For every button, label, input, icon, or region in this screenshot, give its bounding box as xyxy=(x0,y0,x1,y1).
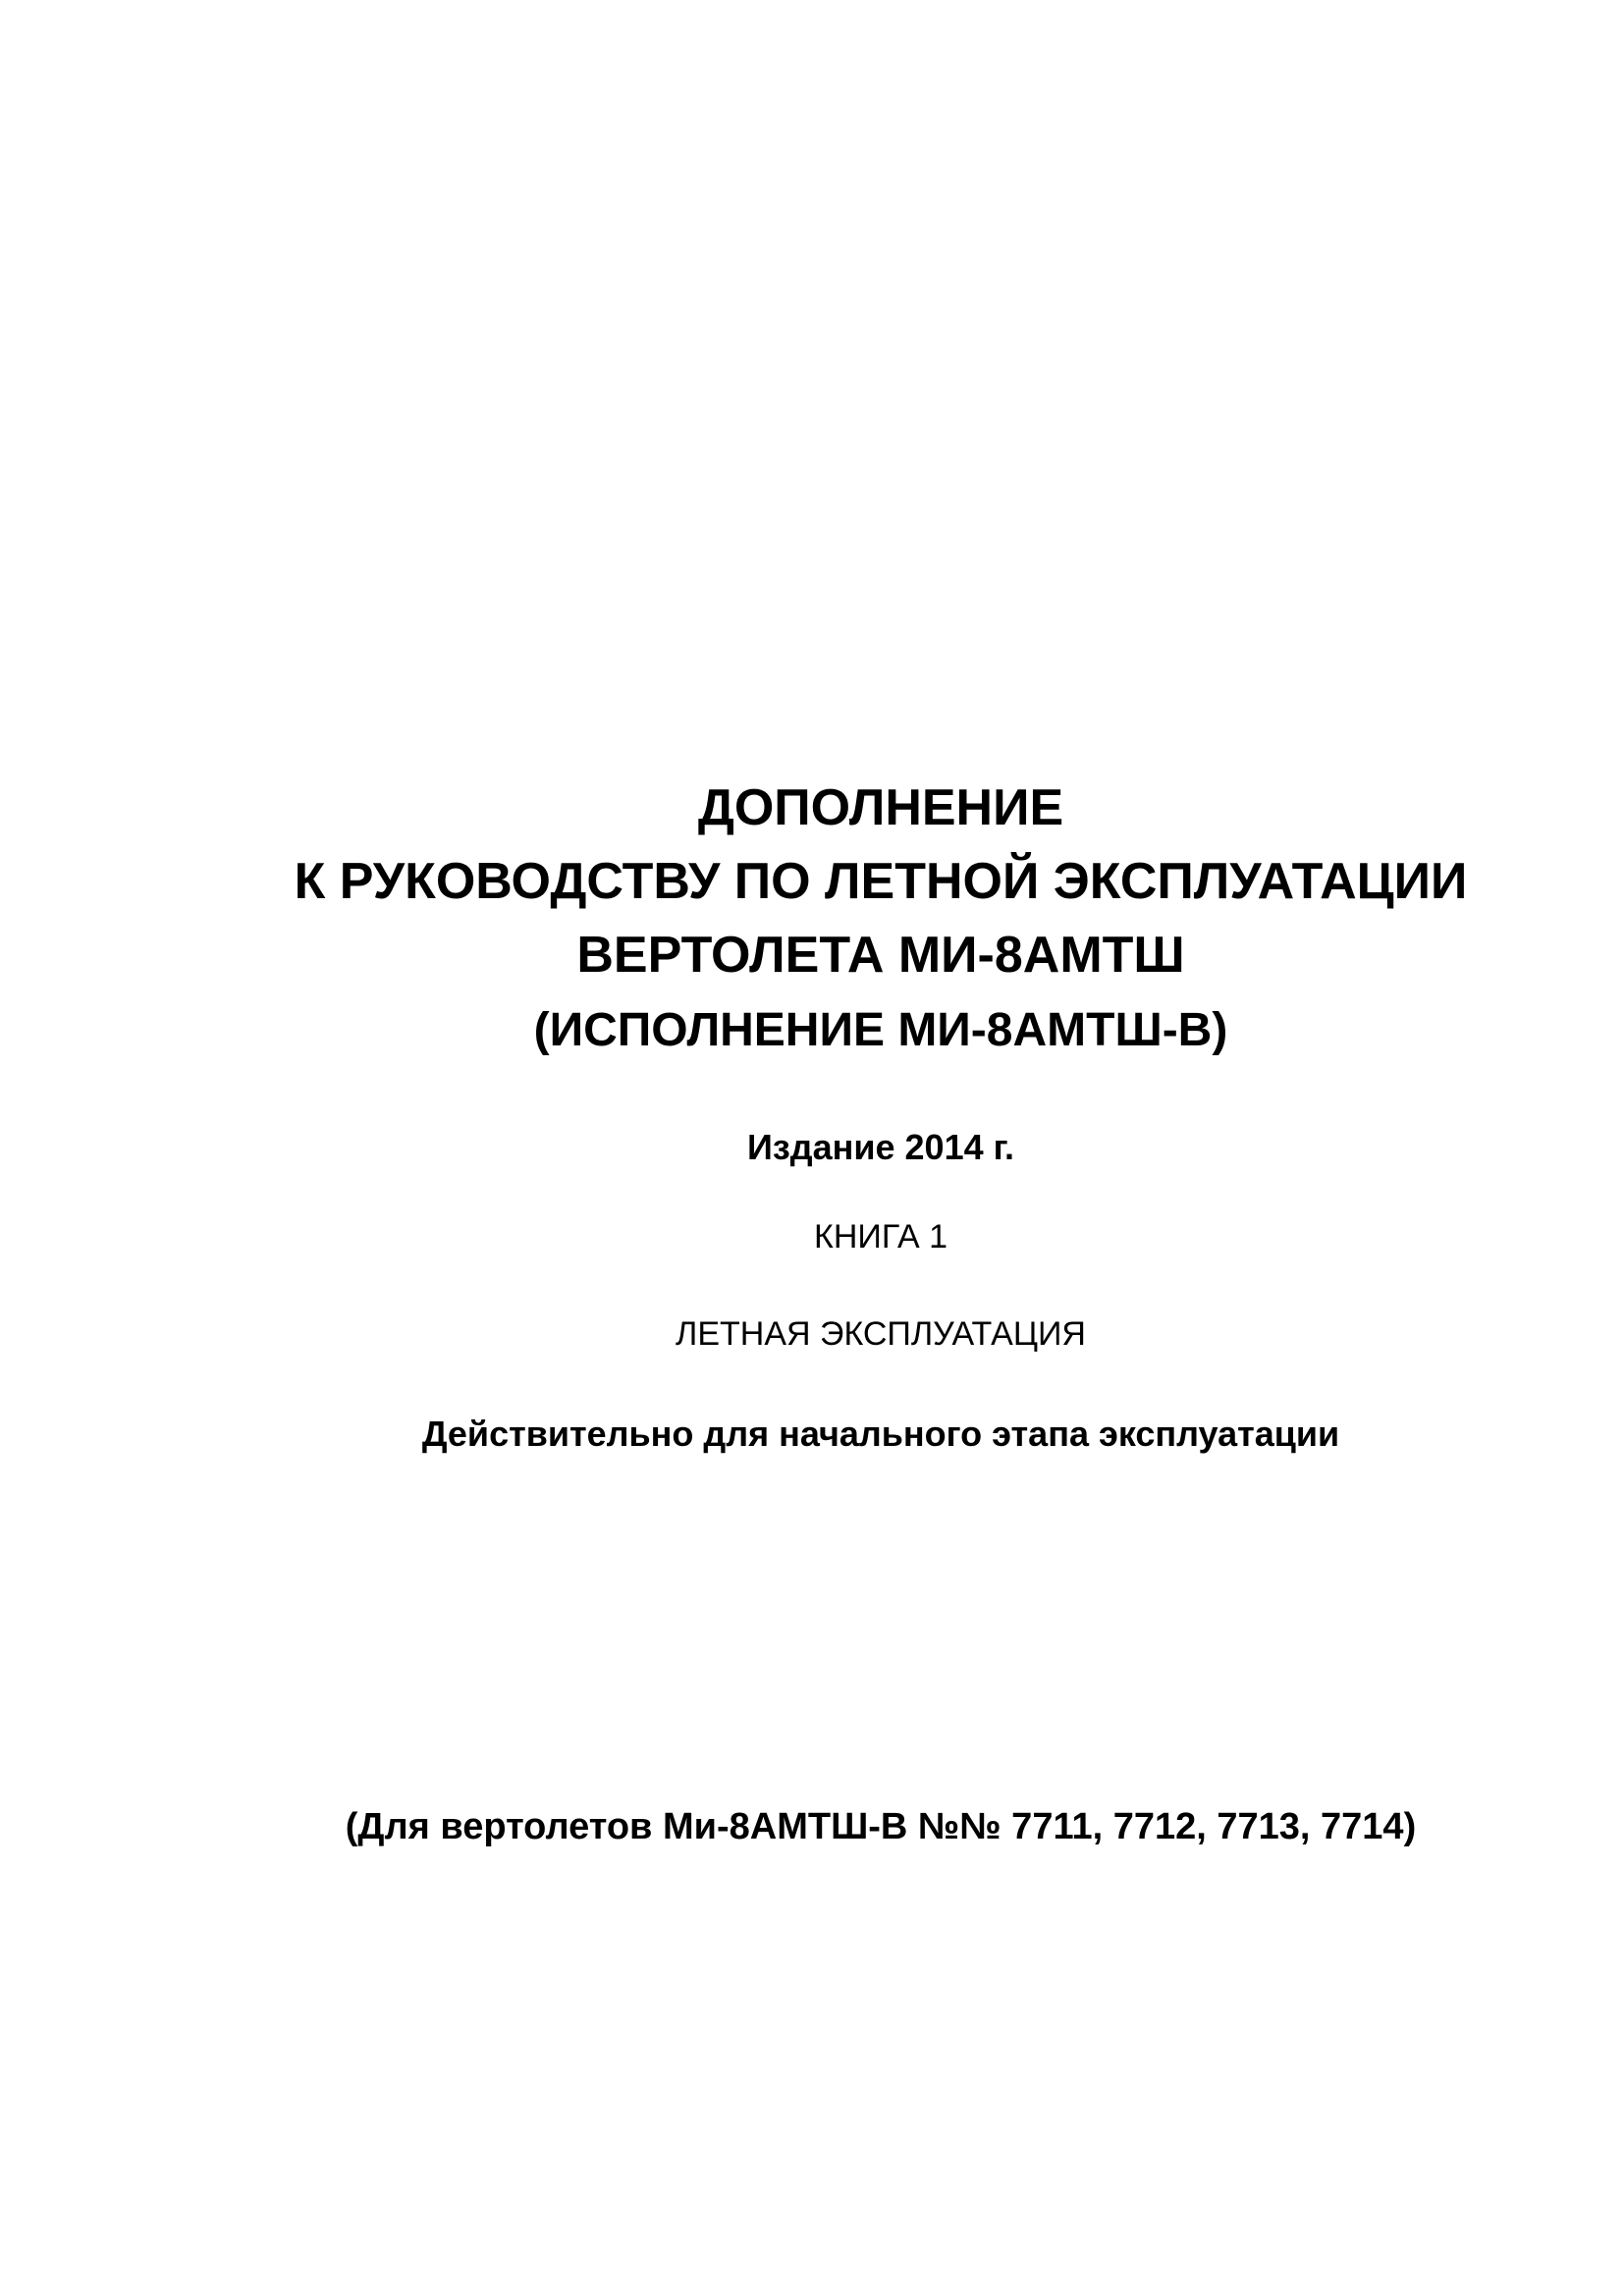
validity-note: Действительно для начального этапа эксплуатации xyxy=(421,1414,1340,1454)
title-line-1: ДОПОЛНЕНИЕ xyxy=(697,779,1064,836)
edition-text: Издание 2014 г. xyxy=(746,1127,1015,1167)
section-title: ЛЕТНАЯ ЭКСПЛУАТАЦИЯ xyxy=(676,1315,1086,1353)
title-line-2: К РУКОВОДСТВУ ПО ЛЕТНОЙ ЭКСПЛУАТАЦИИ xyxy=(294,853,1468,910)
applicability-note: (Для вертолетов Ми-8АМТШ-В №№ 7711, 7712, 7713, 7714) xyxy=(345,1806,1417,1847)
title-line-3: ВЕРТОЛЕТА МИ-8АМТШ xyxy=(576,927,1185,984)
book-number: КНИГА 1 xyxy=(814,1218,947,1255)
title-line-4: (ИСПОЛНЕНИЕ МИ-8АМТШ-В) xyxy=(533,1004,1228,1056)
